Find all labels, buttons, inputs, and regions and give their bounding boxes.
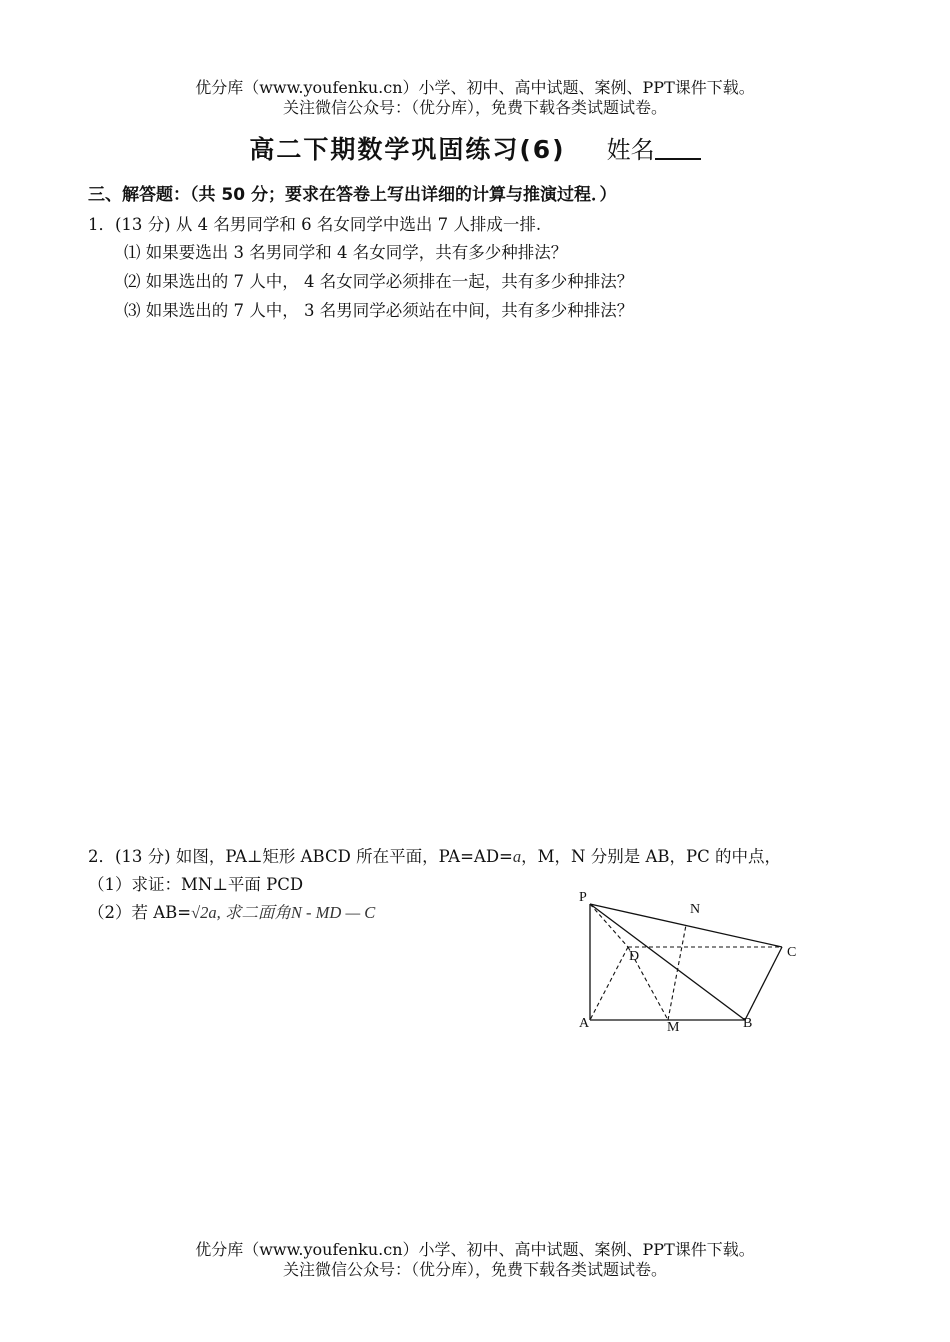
edge-BC [745,947,782,1020]
q2-stem [88,843,781,867]
label-C: C [787,945,797,960]
q2-part-2-math: √2a, 求二面角N - MD — C [191,903,376,922]
section-heading: 三、解答题：（共 50 分；要求在答卷上写出详细的计算与推演过程．） [88,185,617,205]
footer-line-1: 优分库（www.youfenku.cn）小学、初中、高中试题、案例、PPT课件下载。 [195,1240,755,1259]
header-line-1: 优分库（www.youfenku.cn）小学、初中、高中试题、案例、PPT课件下载。 [195,78,755,97]
edge-PD [590,904,628,947]
title-main: 高二下期数学巩固练习(6) [249,135,566,164]
name-blank [655,138,701,160]
q1-part-1: ⑴ 如果要选出 3 名男同学和 4 名女同学，共有多少种排法？ [124,243,568,262]
name-label: 姓名 [606,136,655,164]
q2-part-2-prefix: （2）若 AB= [88,903,192,922]
header-line-2: 关注微信公众号：（优分库），免费下载各类试题试卷。 [282,98,667,117]
q1-part-2: ⑵ 如果选出的 7 人中， 4 名女同学必须排在一起，共有多少种排法？ [124,272,634,291]
edge-MN [668,925,686,1020]
footer-line-2: 关注微信公众号：（优分库），免费下载各类试题试卷。 [282,1260,667,1279]
label-N: N [690,902,701,917]
q2-part-2 [88,899,375,923]
label-M: M [667,1020,680,1035]
q1-part-3: ⑶ 如果选出的 7 人中， 3 名男同学必须站在中间，共有多少种排法？ [124,301,634,320]
page-title [0,130,950,166]
edge-DA [590,947,628,1020]
label-D: D [629,949,640,964]
q2-stem-var: a [512,847,522,866]
label-P: P [579,890,587,905]
q2-stem-prefix: 2．(13 分) 如图，PA⊥矩形 ABCD 所在平面，PA=AD= [88,847,513,866]
pyramid-figure [560,880,820,1040]
q2-part-1: （1）求证：MN⊥平面 PCD [88,875,304,894]
label-A: A [579,1016,590,1031]
q1-stem: 1．(13 分) 从 4 名男同学和 6 名女同学中选出 7 人排成一排. [88,215,542,234]
label-B: B [743,1016,753,1031]
q2-stem-suffix: ，M，N 分别是 AB，PC 的中点， [521,847,781,866]
